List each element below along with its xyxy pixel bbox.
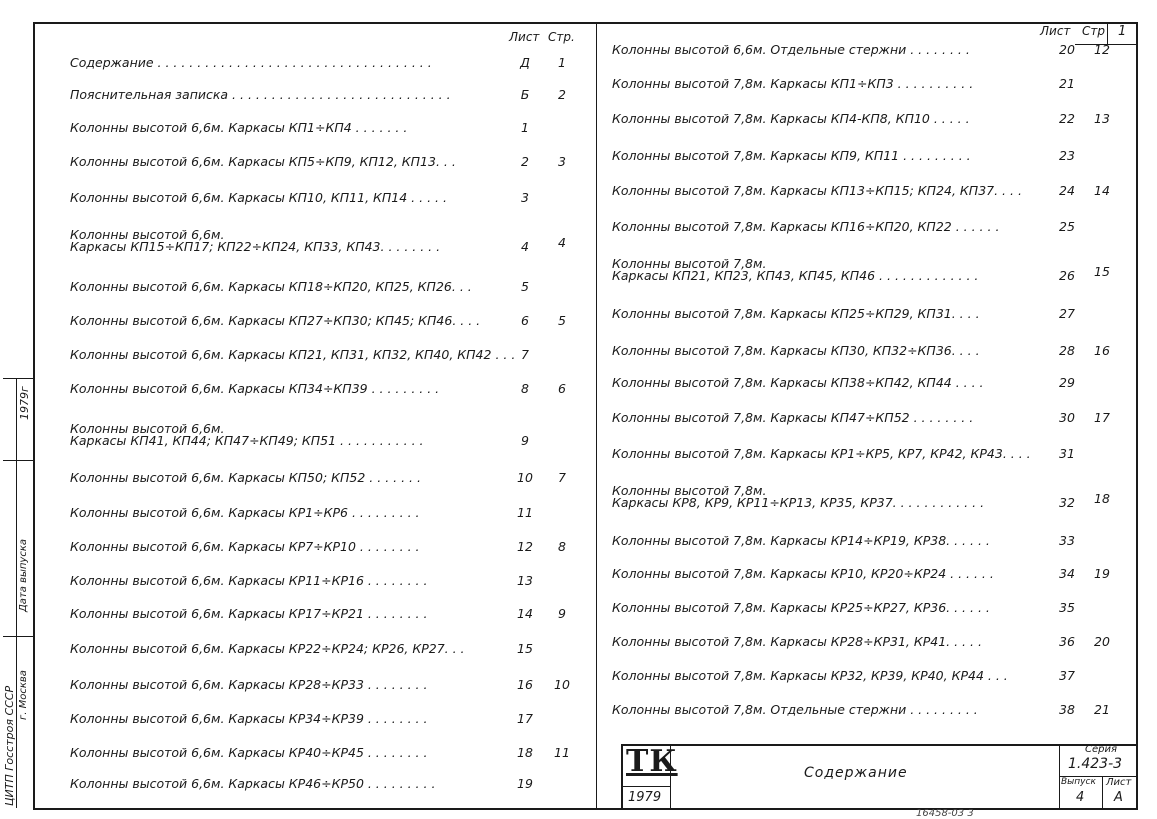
- left-row-title: Колонны высотой 6,6м. Каркасы КР34÷КР39 . . . . . . . .: [70, 711, 428, 726]
- right-row-title: Колонны высотой 7,8м. Каркасы КП47÷КП52 . . . . . . . .: [612, 410, 974, 425]
- tk-logo: ТК: [626, 744, 678, 779]
- right-row-sheet: 23: [1059, 148, 1075, 163]
- left-row-title: Колонны высотой 6,6м. Каркасы КР11÷КР16 . . . . . . . .: [70, 573, 428, 588]
- left-row-title: Колонны высотой 6,6м. Каркасы КР40÷КР45 . . . . . . . .: [70, 745, 428, 760]
- left-row-page: 6: [558, 381, 566, 396]
- right-row: [612, 256, 1052, 283]
- left-row-title: Колонны высотой 6,6м. Каркасы КП50; КП52 . . . . . . .: [70, 470, 421, 485]
- right-row-sheet: 33: [1059, 533, 1075, 548]
- titleblock-year: 1979: [628, 790, 662, 805]
- right-row: [612, 410, 1052, 432]
- page-corner-number: 1: [1118, 24, 1127, 39]
- stamp-line-1: [3, 378, 33, 379]
- column-divider: [596, 22, 597, 810]
- stamp-org: ЦИТП Госстроя СССР: [3, 685, 16, 806]
- right-row-title: Колонны высотой 7,8м. Каркасы КП25÷КП29, КП31. . . .: [612, 306, 980, 321]
- right-row: [612, 111, 1052, 133]
- left-row-sheet: 9: [521, 433, 529, 448]
- left-row-sheet: 5: [521, 279, 529, 294]
- right-row-sheet: 29: [1059, 375, 1075, 390]
- left-row: [70, 279, 510, 301]
- left-row-sheet: 1: [521, 120, 529, 135]
- left-row-title: Колонны высотой 6,6м. Каркасы КР1÷КР6 . . . . . . . . .: [70, 505, 420, 520]
- right-toc: [612, 0, 1137, 817]
- left-row-sheet: 3: [521, 190, 529, 205]
- left-row-page: 7: [558, 470, 566, 485]
- stamp-line-3: [3, 636, 33, 637]
- left-row-sheet: 6: [521, 313, 529, 328]
- left-row-title: Колонны высотой 6,6м. Каркасы КП21, КП31, КП32, КП40, КП42 . . .: [70, 347, 516, 362]
- right-header-page: Стр: [1082, 24, 1105, 38]
- titleblock-issue-div: [1102, 776, 1103, 810]
- right-row-page: 19: [1094, 566, 1110, 581]
- left-row: [70, 421, 510, 448]
- right-row-title-line2: Каркасы КП21, КП23, КП43, КП45, КП46 . . . . . . . . . . . . .: [612, 268, 979, 283]
- bottom-note: 16458-03 3: [916, 808, 974, 819]
- right-row-page: 16: [1094, 343, 1110, 358]
- right-row-title: Колонны высотой 7,8м. Каркасы КР1÷КР5, КР7, КР42, КР43. . . .: [612, 446, 1031, 461]
- left-row: [70, 711, 510, 733]
- frame-left: [33, 22, 35, 810]
- left-row-sheet: 18: [517, 745, 533, 760]
- right-row: [612, 343, 1052, 365]
- right-row-sheet: 24: [1059, 183, 1075, 198]
- issue-value: 4: [1076, 790, 1085, 805]
- left-row-sheet: Б: [520, 87, 530, 102]
- right-row-title: Колонны высотой 7,8м.: [612, 483, 767, 498]
- left-row-page: 11: [554, 745, 570, 760]
- left-row: [70, 55, 510, 77]
- left-row: [70, 539, 510, 561]
- right-row-sheet: 26: [1059, 268, 1075, 283]
- left-row: [70, 313, 510, 335]
- right-header-sheet: Лист: [1040, 24, 1071, 38]
- left-row: [70, 573, 510, 595]
- titleblock-series-left: [1059, 744, 1060, 810]
- right-row-sheet: 21: [1059, 76, 1075, 91]
- right-row-title: Колонны высотой 7,8м. Каркасы КП4-КП8, КП10 . . . . .: [612, 111, 970, 126]
- stamp-line-vert: [16, 378, 17, 808]
- right-row-title: Колонны высотой 7,8м. Каркасы КП16÷КП20, КП22 . . . . . .: [612, 219, 1000, 234]
- right-row: [612, 483, 1052, 510]
- left-row: [70, 381, 510, 403]
- right-row: [612, 566, 1052, 588]
- left-toc: [70, 0, 590, 817]
- right-row-sheet: 35: [1059, 600, 1075, 615]
- right-row-title: Колонны высотой 7,8м. Каркасы КР14÷КР19, КР38. . . . . .: [612, 533, 990, 548]
- left-row: [70, 347, 516, 369]
- right-row-page: 18: [1094, 491, 1110, 506]
- left-row-page: 10: [554, 677, 570, 692]
- right-row: [612, 702, 1052, 724]
- left-row-sheet: 13: [517, 573, 533, 588]
- left-row-page: 2: [558, 87, 566, 102]
- left-row-title: Колонны высотой 6,6м. Каркасы КП18÷КП20, КП25, КП26. . .: [70, 279, 472, 294]
- right-row-sheet: 32: [1059, 495, 1075, 510]
- right-row-title: Колонны высотой 7,8м.: [612, 256, 767, 271]
- stamp-line-2: [3, 460, 33, 461]
- left-row-page: 4: [558, 235, 566, 250]
- right-row: [612, 306, 1052, 328]
- left-row-title: Колонны высотой 6,6м. Каркасы КП5÷КП9, КП12, КП13. . .: [70, 154, 456, 169]
- right-row-title: Колонны высотой 7,8м. Каркасы КР32, КР39, КР40, КР44 . . .: [612, 668, 1008, 683]
- left-row: [70, 505, 510, 527]
- right-row-sheet: 36: [1059, 634, 1075, 649]
- left-row-title-line2: Каркасы КП41, КП44; КП47÷КП49; КП51 . . . . . . . . . . .: [70, 433, 424, 448]
- right-row: [612, 148, 1052, 170]
- left-row: [70, 677, 510, 699]
- stamp-city: г. Москва: [18, 670, 29, 720]
- left-row-sheet: 15: [517, 641, 533, 656]
- left-row: [70, 470, 510, 492]
- right-row-page: 20: [1094, 634, 1110, 649]
- right-row-title: Колонны высотой 7,8м. Каркасы КП13÷КП15; КП24, КП37. . . .: [612, 183, 1022, 198]
- right-row-title: Колонны высотой 6,6м. Отдельные стержни . . . . . . . .: [612, 42, 970, 57]
- issue-label: Выпуск: [1061, 777, 1096, 787]
- right-row: [612, 634, 1052, 656]
- right-row-title: Колонны высотой 7,8м. Каркасы КП9, КП11 . . . . . . . . .: [612, 148, 971, 163]
- left-row-title: Колонны высотой 6,6м.: [70, 421, 225, 436]
- left-row-sheet: 11: [517, 505, 533, 520]
- right-row-sheet: 31: [1059, 446, 1075, 461]
- left-row-page: 8: [558, 539, 566, 554]
- right-row-sheet: 20: [1059, 42, 1075, 57]
- right-row-sheet: 37: [1059, 668, 1075, 683]
- left-row-page: 9: [558, 606, 566, 621]
- left-row-title: Колонны высотой 6,6м. Каркасы КР28÷КР33 . . . . . . . .: [70, 677, 428, 692]
- right-row-title: Колонны высотой 7,8м. Каркасы КР25÷КР27, КР36. . . . . .: [612, 600, 990, 615]
- left-row-sheet: 2: [521, 154, 529, 169]
- left-row-title: Колонны высотой 6,6м. Каркасы КП27÷КП30; КП45; КП46. . . .: [70, 313, 481, 328]
- right-row-title: Колонны высотой 7,8м. Каркасы КР10, КР20÷КР24 . . . . . .: [612, 566, 994, 581]
- left-row: [70, 87, 510, 109]
- left-row-sheet: 12: [517, 539, 533, 554]
- stamp-year: 1979г: [18, 386, 31, 420]
- left-row: [70, 606, 510, 628]
- left-row: [70, 641, 510, 663]
- left-row-title: Колонны высотой 6,6м.: [70, 227, 225, 242]
- left-row: [70, 120, 510, 142]
- right-row: [612, 76, 1052, 98]
- right-row-sheet: 25: [1059, 219, 1075, 234]
- left-row-sheet: 17: [517, 711, 533, 726]
- right-row: [612, 446, 1052, 468]
- left-row-sheet: 7: [521, 347, 529, 362]
- right-row-page: 14: [1094, 183, 1110, 198]
- right-row: [612, 183, 1052, 205]
- left-row: [70, 190, 510, 212]
- left-row-sheet: 19: [517, 776, 533, 791]
- right-row-sheet: 22: [1059, 111, 1075, 126]
- left-row: [70, 745, 510, 767]
- left-row-sheet: 4: [521, 239, 529, 254]
- sheet-value: А: [1114, 790, 1123, 805]
- left-row-sheet: 8: [521, 381, 529, 396]
- left-row-sheet: 16: [517, 677, 533, 692]
- left-row-title: Колонны высотой 6,6м. Каркасы КР22÷КР24; КР26, КР27. . .: [70, 641, 465, 656]
- left-row-page: 5: [558, 313, 566, 328]
- right-row-title: Колонны высотой 7,8м. Каркасы КП38÷КП42, КП44 . . . .: [612, 375, 984, 390]
- titleblock-logo-mid: [621, 786, 671, 787]
- titleblock-title: Содержание: [804, 765, 908, 781]
- left-row-title: Колонны высотой 6,6м. Каркасы КП1÷КП4 . . . . . . .: [70, 120, 408, 135]
- left-header-sheet: Лист: [509, 30, 540, 44]
- left-row-title: Колонны высотой 6,6м. Каркасы КП10, КП11, КП14 . . . . .: [70, 190, 447, 205]
- right-row: [612, 668, 1052, 690]
- left-row-title: Колонны высотой 6,6м. Каркасы КР46÷КР50 . . . . . . . . .: [70, 776, 436, 791]
- right-row: [612, 533, 1052, 555]
- right-row-page: 13: [1094, 111, 1110, 126]
- right-row-sheet: 27: [1059, 306, 1075, 321]
- left-row: [70, 227, 510, 254]
- right-row-page: 17: [1094, 410, 1110, 425]
- left-row-title: Колонны высотой 6,6м. Каркасы КП34÷КП39 . . . . . . . . .: [70, 381, 440, 396]
- right-row: [612, 42, 1052, 64]
- left-row-sheet: 10: [517, 470, 533, 485]
- right-row-title: Колонны высотой 7,8м. Каркасы КП30, КП32÷КП36. . . .: [612, 343, 980, 358]
- left-row-title: Колонны высотой 6,6м. Каркасы КР7÷КР10 . . . . . . . .: [70, 539, 420, 554]
- left-row-page: 1: [558, 55, 566, 70]
- left-row-title-line2: Каркасы КП15÷КП17; КП22÷КП24, КП33, КП43. . . . . . . .: [70, 239, 441, 254]
- right-row-sheet: 34: [1059, 566, 1075, 581]
- series-value: 1.423-3: [1068, 756, 1123, 772]
- right-row-sheet: 38: [1059, 702, 1075, 717]
- series-label: Серия: [1085, 744, 1117, 755]
- right-row-sheet: 30: [1059, 410, 1075, 425]
- left-row: [70, 154, 510, 176]
- left-row-title: Пояснительная записка . . . . . . . . . . . . . . . . . . . . . . . . . . . .: [70, 87, 451, 102]
- stamp-release-label: Дата выпуска: [18, 539, 29, 612]
- left-header-page: Стр.: [548, 30, 575, 44]
- right-row-sheet: 28: [1059, 343, 1075, 358]
- right-row: [612, 600, 1052, 622]
- left-row-title: Колонны высотой 6,6м. Каркасы КР17÷КР21 . . . . . . . .: [70, 606, 428, 621]
- sheet-label: Лист: [1106, 777, 1132, 788]
- right-row: [612, 375, 1052, 397]
- right-row-page: 12: [1094, 42, 1110, 57]
- right-row-title: Колонны высотой 7,8м. Каркасы КП1÷КП3 . . . . . . . . . .: [612, 76, 974, 91]
- right-row: [612, 219, 1052, 241]
- left-row-title: Содержание . . . . . . . . . . . . . . . . . . . . . . . . . . . . . . . . . . .: [70, 55, 432, 70]
- left-row-sheet: Д: [520, 55, 530, 70]
- left-row: [70, 776, 510, 798]
- right-row-page: 21: [1094, 702, 1110, 717]
- right-row-page: 15: [1094, 264, 1110, 279]
- right-row-title: Колонны высотой 7,8м. Отдельные стержни . . . . . . . . .: [612, 702, 978, 717]
- left-row-sheet: 14: [517, 606, 533, 621]
- right-row-title: Колонны высотой 7,8м. Каркасы КР28÷КР31, КР41. . . . .: [612, 634, 982, 649]
- left-row-page: 3: [558, 154, 566, 169]
- titleblock-left: [621, 744, 623, 810]
- right-row-title-line2: Каркасы КР8, КР9, КР11÷КР13, КР35, КР37. . . . . . . . . . . .: [612, 495, 985, 510]
